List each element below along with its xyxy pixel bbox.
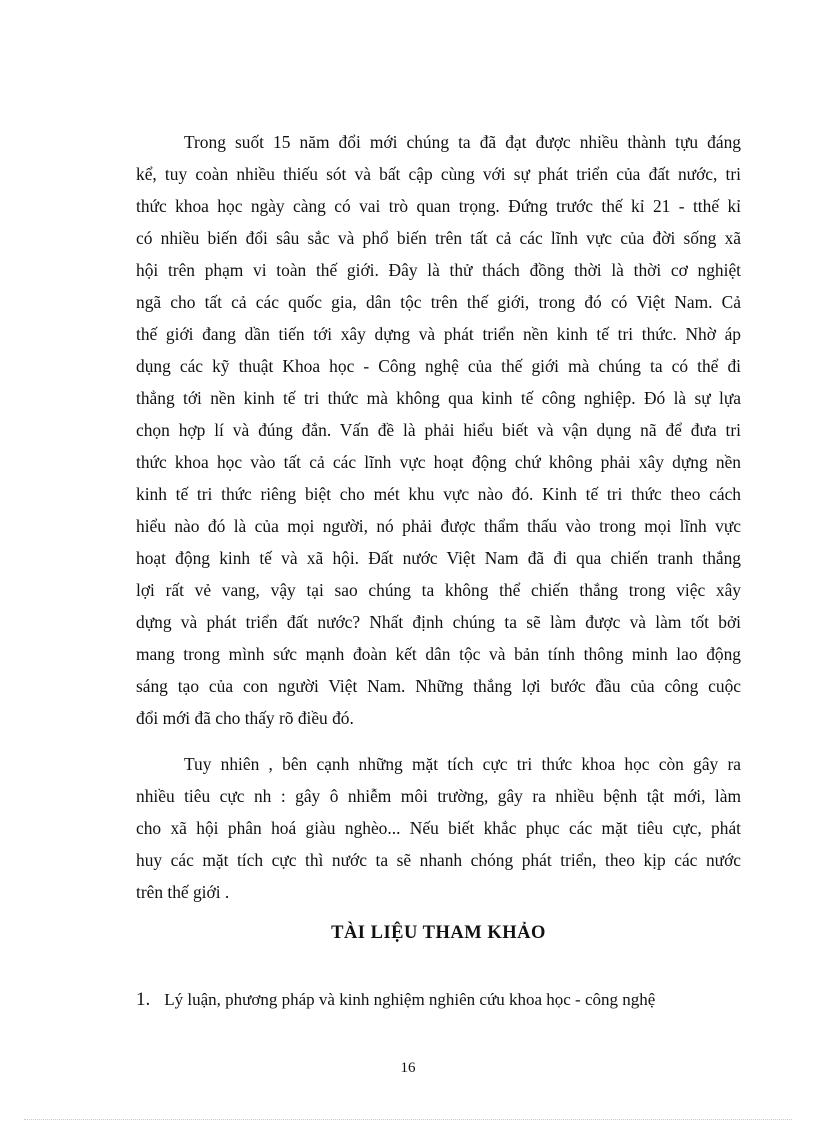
paragraph-line: cho xã hội phân hoá giàu nghèo... Nếu biết khắc phục các mặt tiêu cực, phát bbox=[136, 818, 741, 838]
paragraph-line: thức khoa học vào tất cả các lĩnh vực hoạt động chứ không phải xây dựng nền bbox=[136, 452, 741, 472]
reference-text: Lý luận, phương pháp và kinh nghiệm nghiên cứu khoa học - công nghệ bbox=[164, 990, 656, 1009]
paragraph-line: hoạt động kinh tế và xã hội. Đất nước Việt Nam đã đi qua chiến tranh thắng bbox=[136, 548, 741, 568]
page-number: 16 bbox=[400, 1060, 416, 1076]
paragraph-line: thức khoa học ngày càng có vai trò quan trọng. Đứng trước thế kỉ 21 - tthế kỉ bbox=[136, 196, 741, 216]
paragraph-line: hội trên phạm vi toàn thế giới. Đây là thử thách đồng thời là thời cơ nghiệt bbox=[136, 260, 741, 280]
paragraph-line: dụng các kỹ thuật Khoa học - Công nghệ của thế giới mà chúng ta có thể đi bbox=[136, 356, 741, 376]
paragraph-line: nhiều tiêu cực nh : gây ô nhiễm môi trường, gây ra nhiều bệnh tật mới, làm bbox=[136, 786, 741, 806]
references-heading: TÀI LIỆU THAM KHẢO bbox=[331, 923, 546, 943]
paragraph-line: chọn hợp lí và đúng đắn. Vấn đề là phải hiểu biết và vận dụng nã để đưa tri bbox=[136, 420, 741, 440]
paragraph-line: có nhiều biến đổi sâu sắc và phổ biến trên tất cả các lĩnh vực của đời sống xã bbox=[136, 228, 741, 248]
paragraph-line: Tuy nhiên , bên cạnh những mặt tích cực tri thức khoa học còn gây ra bbox=[184, 754, 741, 774]
paragraph-line: lợi rất vẻ vang, vậy tại sao chúng ta không thể chiến thắng trong việc xây bbox=[136, 580, 741, 600]
paragraph-line: thẳng tới nền kinh tế tri thức mà không qua kinh tế công nghiệp. Đó là sự lựa bbox=[136, 388, 741, 408]
paragraph-line: dựng và phát triển đất nước? Nhất định chúng ta sẽ làm được và làm tốt bởi bbox=[136, 612, 741, 632]
paragraph-line: hiểu nào đó là của mọi người, nó phải được thẩm thấu vào trong mọi lĩnh vực bbox=[136, 516, 741, 536]
reference-item bbox=[136, 988, 741, 1012]
paragraph-line: trên thế giới . bbox=[136, 882, 230, 902]
paragraph-line: thế giới đang dần tiến tới xây dựng và phát triển nền kinh tế tri thức. Nhờ áp bbox=[136, 324, 741, 344]
paragraph-line: ngã cho tất cả các quốc gia, dân tộc trên thế giới, trong đó có Việt Nam. Cả bbox=[136, 292, 741, 312]
reference-number: 1. bbox=[136, 989, 151, 1010]
paragraph-line: mang trong mình sức mạnh đoàn kết dân tộc và bản tính thông minh lao động bbox=[136, 644, 741, 664]
paragraph-line: sáng tạo của con người Việt Nam. Những thắng lợi bước đầu của công cuộc bbox=[136, 676, 741, 696]
paragraph-line: đổi mới đã cho thấy rõ điều đó. bbox=[136, 708, 354, 728]
paragraph-line: Trong suốt 15 năm đổi mới chúng ta đã đạt được nhiều thành tựu đáng bbox=[184, 132, 741, 152]
paragraph-line: kể, tuy coàn nhiều thiếu sót và bất cập cùng với sự phát triển của đất nước, tri bbox=[136, 164, 741, 184]
page-bottom-divider bbox=[24, 1119, 792, 1120]
paragraph-line: huy các mặt tích cực thì nước ta sẽ nhanh chóng phát triển, theo kịp các nước bbox=[136, 850, 741, 870]
paragraph-line: kinh tế tri thức riêng biệt cho mét khu vực nào đó. Kinh tế tri thức theo cách bbox=[136, 484, 741, 504]
